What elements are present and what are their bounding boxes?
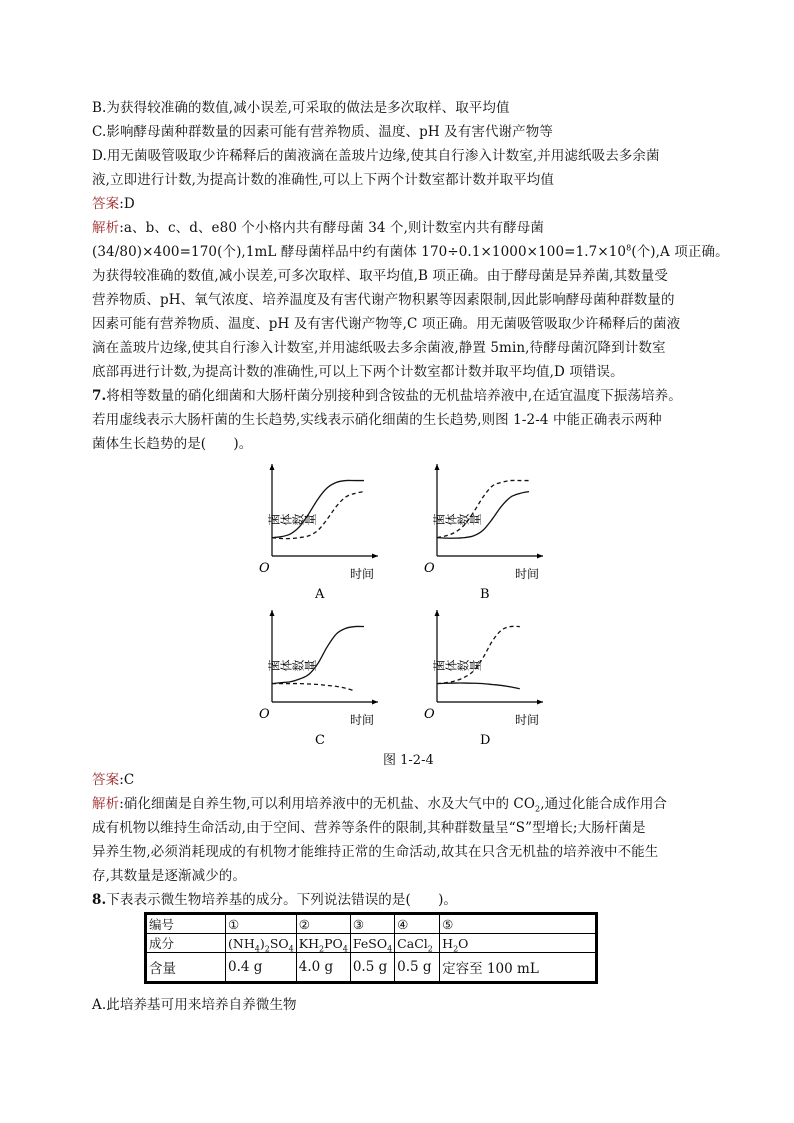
question-number: 8.	[92, 892, 107, 908]
chart-svg	[248, 604, 388, 748]
series-line-nitrifying-solid	[272, 626, 364, 683]
q7-stem-line3: 菌体生长趋势的是( )。	[92, 436, 253, 452]
q7-answer	[92, 772, 134, 788]
series-line-nitrifying-solid	[437, 683, 520, 689]
answer-label: 答案	[92, 196, 120, 212]
analysis-label: 解析	[92, 796, 120, 812]
q7-analysis-line4: 存,其数量是逐渐减少的。	[92, 868, 246, 884]
chart-panel-b	[413, 458, 553, 602]
origin-label: O	[424, 707, 435, 722]
table-cell: CaCl$_2$	[395, 934, 440, 953]
subscript: 2	[535, 804, 541, 814]
x-axis-arrow	[537, 554, 543, 559]
x-axis-label: 时间	[350, 713, 375, 727]
q6-analysis-line6: 滴在盖玻片边缘,使其自行渗入计数室,并用滤纸吸去多余菌液,静置 5min,待酵母菌沉降到计数室	[92, 340, 666, 356]
q6-analysis-line2	[92, 244, 729, 260]
q6-answer	[92, 196, 135, 212]
y-axis-arrow	[270, 464, 275, 470]
table-row-component	[146, 934, 597, 953]
q6-analysis-line1	[92, 220, 544, 236]
analysis-text: :硝化细菌是自养生物,可以利用培养液中的无机盐、水及大气中的 CO	[119, 796, 536, 812]
x-axis-label: 时间	[515, 567, 540, 581]
row-header: 成分	[146, 934, 226, 953]
table-cell: ⑤	[440, 914, 597, 934]
table-cell: 0.5 g	[350, 953, 394, 983]
q6-analysis-line7: 底部再进行计数,为提高计数的准确性,可以上下两个计数室都计数并取平均值,D 项错误。	[92, 364, 624, 380]
panel-label: D	[480, 733, 491, 748]
table-cell: 4.0 g	[296, 953, 350, 983]
q8-option-a: A.此培养基可用来培养自养微生物	[92, 997, 297, 1013]
answer-value: :D	[119, 196, 135, 212]
panel-label: A	[315, 587, 325, 602]
y-axis-arrow	[435, 464, 440, 470]
y-axis-label: 菌体数量	[433, 659, 481, 673]
x-axis-label: 时间	[515, 713, 540, 727]
x-axis-arrow	[372, 554, 378, 559]
row-header: 含量	[146, 953, 226, 983]
chart-panel-a	[248, 458, 388, 602]
table-cell: ①	[226, 914, 297, 934]
panel-label: C	[315, 733, 325, 748]
x-axis-arrow	[372, 700, 378, 705]
analysis-label: 解析	[92, 220, 120, 236]
origin-label: O	[259, 561, 270, 576]
chart-svg	[248, 458, 388, 602]
x-axis-arrow	[537, 700, 543, 705]
y-axis-arrow	[270, 610, 275, 616]
analysis-text: :a、b、c、d、e80 个小格内共有酵母菌 34 个,则计数室内共有酵母菌	[119, 220, 544, 236]
q6-analysis-line5: 因素可能有营养物质、温度、pH 及有害代谢产物等,C 项正确。用无菌吸管吸取少许稀释后的菌液	[92, 316, 681, 332]
answer-value: :C	[119, 772, 135, 788]
q7-stem-line1	[92, 388, 682, 404]
q7-analysis-line3: 异养生物,必须消耗现成的有机物才能维持正常的生命活动,故其在只含无机盐的培养液中不能生	[92, 844, 659, 860]
table-cell: 0.5 g	[395, 953, 440, 983]
table-cell: $H_2O$	[440, 934, 597, 953]
q6-option-c: C.影响酵母菌种群数量的因素可能有营养物质、温度、pH 及有害代谢产物等	[92, 124, 553, 140]
question-text: 下表表示微生物培养基的成分。下列说法错误的是( )。	[106, 892, 458, 908]
y-axis-label: 菌体数量	[268, 513, 316, 527]
panel-label: B	[480, 587, 490, 602]
y-axis-label: 菌体数量	[433, 513, 481, 527]
q7-analysis-line1	[92, 796, 667, 812]
analysis-text: ,通过化能合成作用合	[540, 796, 668, 812]
table-row-number	[146, 914, 597, 934]
chart-svg	[413, 604, 553, 748]
table-cell: $(NH_4)_2SO_4$	[226, 934, 297, 953]
table-row-amount	[146, 953, 597, 983]
answer-label: 答案	[92, 772, 120, 788]
q6-analysis-line4: 营养物质、pH、氧气浓度、培养温度及有害代谢产物积累等因素限制,因此影响酵母菌种群数量的	[92, 292, 675, 308]
superscript-exponent: 8	[626, 243, 632, 253]
table-cell: FeSO$_4$	[350, 934, 394, 953]
table-cell: $KH_2PO_4$	[296, 934, 350, 953]
table-cell: ②	[296, 914, 350, 934]
table-cell: ④	[395, 914, 440, 934]
analysis-text: (个),A 项正确。	[631, 244, 729, 260]
q7-analysis-line2: 成有机物以维持生命活动,由于空间、营养等条件的限制,其种群数量呈“S”型增长;大肠杆菌是	[92, 820, 646, 836]
table-cell: 0.4 g	[226, 953, 297, 983]
q7-stem-line2: 若用虚线表示大肠杆菌的生长趋势,实线表示硝化细菌的生长趋势,则图 1-2-4 中能正确表示两种	[92, 412, 662, 428]
q6-analysis-line3: 为获得较准确的数值,减小误差,可多次取样、取平均值,B 项正确。由于酵母菌是异养菌,其数量受	[92, 268, 668, 284]
x-axis-label: 时间	[350, 567, 375, 581]
q6-option-d-line2: 液,立即进行计数,为提高计数的准确性,可以上下两个计数室都计数并取平均值	[92, 172, 554, 188]
table-cell: ③	[350, 914, 394, 934]
q6-option-d-line1: D.用无菌吸管吸取少许稀释后的菌液滴在盖玻片边缘,使其自行渗入计数室,并用滤纸吸去多余菌	[92, 148, 660, 164]
figure-caption: 图 1-2-4	[383, 753, 434, 768]
series-line-e-coli-dashed	[437, 480, 529, 537]
y-axis-arrow	[435, 610, 440, 616]
question-number: 7.	[92, 388, 107, 404]
series-line-nitrifying-solid	[272, 480, 364, 537]
origin-label: O	[424, 561, 435, 576]
origin-label: O	[259, 707, 270, 722]
chart-panel-c	[248, 604, 388, 748]
row-header: 编号	[146, 914, 226, 934]
series-line-e-coli-dashed	[437, 626, 520, 683]
q6-option-b: B.为获得较准确的数值,减小误差,可采取的做法是多次取样、取平均值	[92, 100, 510, 116]
question-text: 将相等数量的硝化细菌和大肠杆菌分别接种到含铵盐的无机盐培养液中,在适宜温度下振荡培养。	[106, 388, 682, 404]
chart-svg	[413, 458, 553, 602]
q8-stem	[92, 892, 457, 908]
chart-panel-d	[413, 604, 553, 748]
culture-medium-table	[144, 912, 598, 984]
series-line-e-coli-dashed	[272, 684, 355, 691]
y-axis-label: 菌体数量	[268, 659, 316, 673]
table-cell: 定容至 100 mL	[440, 953, 597, 983]
analysis-text: (34/80)×400=170(个),1mL 酵母菌样品中约有菌体 170÷0.1×1000×100=1.7×10	[92, 244, 627, 260]
